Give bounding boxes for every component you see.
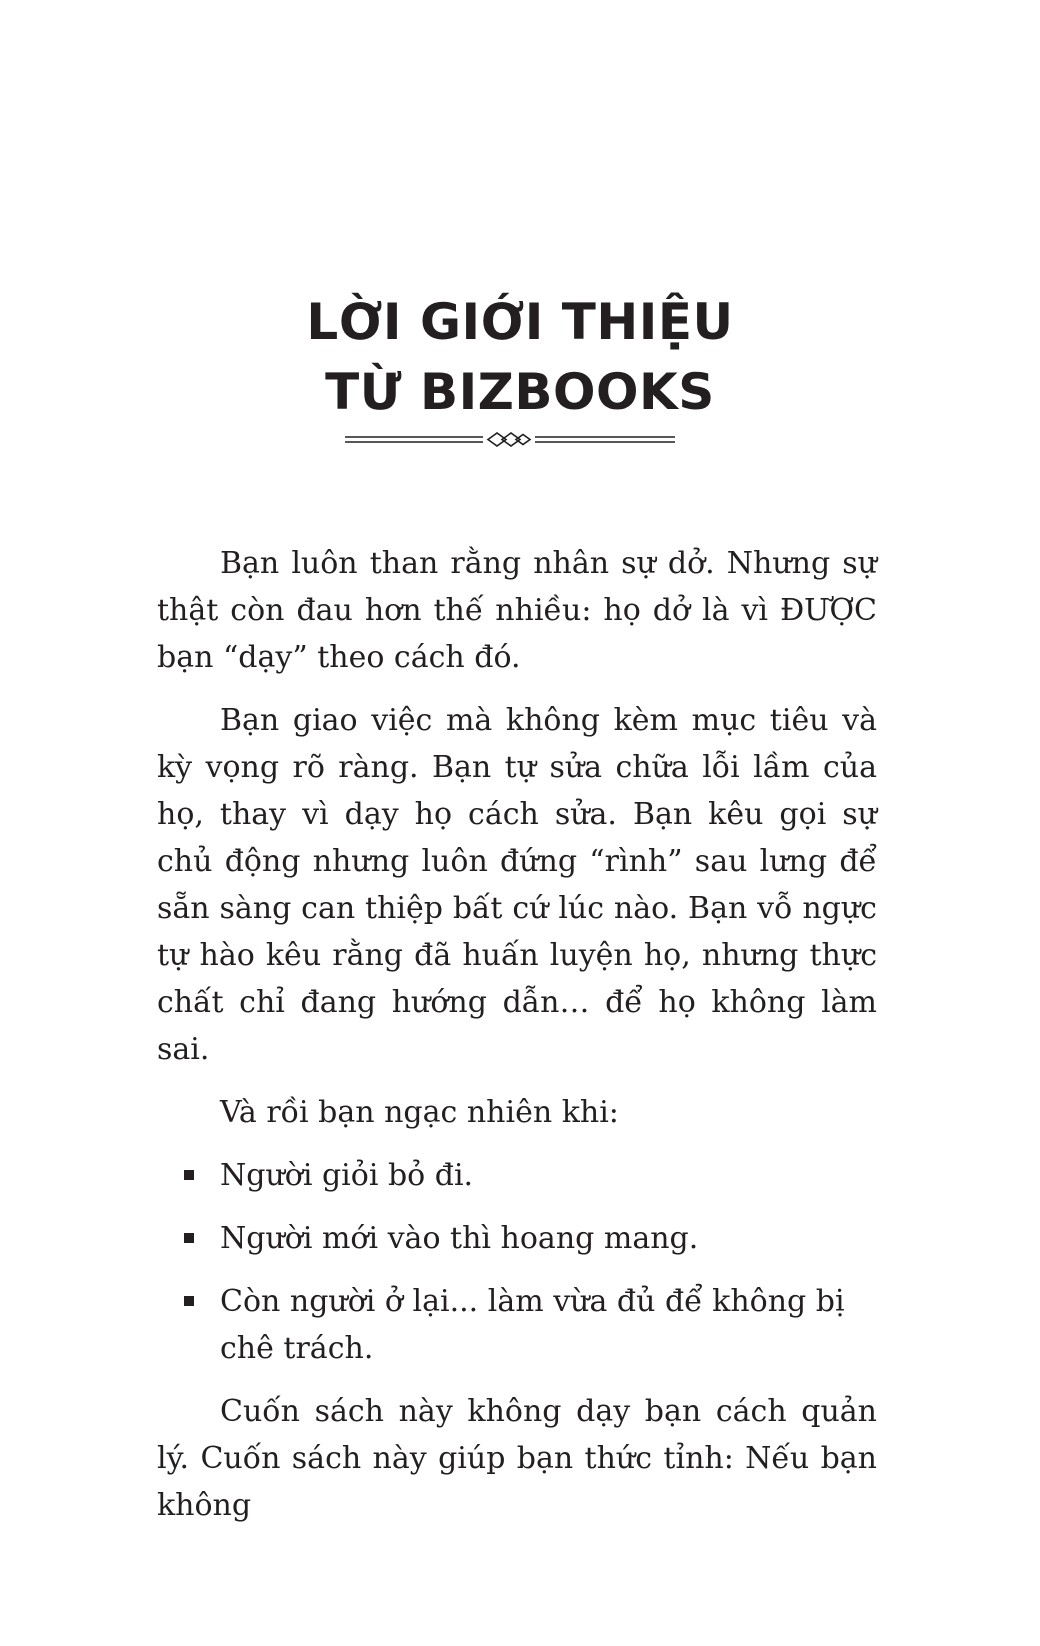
list-item-text: Còn người ở lại... làm vừa đủ để không bị chê trách. [220, 1284, 845, 1366]
paragraph-3: Và rồi bạn ngạc nhiên khi: [220, 1095, 619, 1130]
body-text [157, 540, 877, 1529]
paragraph-1: Bạn luôn than rằng nhân sự dở. Nhưng sự thật còn đau hơn thế nhiều: họ dở là vì ĐƯỢC bạn “dạy” theo cách đó. [157, 546, 877, 675]
paragraph-2: Bạn giao việc mà không kèm mục tiêu và kỳ vọng rõ ràng. Bạn tự sửa chữa lỗi lầm của họ, thay vì dạy họ cách sửa. Bạn kêu gọi sự chủ động nhưng luôn đứng “rình” sau lưng để sẵn sàng can thiệp bất cứ lúc nào. Bạn vỗ ngực tự hào kêu rằng đã huấn luyện họ, nhưng thực chất chỉ đang hướng dẫn… để họ không làm sai. [157, 703, 877, 1067]
paragraph-closing: Cuốn sách này không dạy bạn cách quản lý. Cuốn sách này giúp bạn thức tỉnh: Nếu bạn không [157, 1394, 877, 1523]
list-item-text: Người mới vào thì hoang mang. [220, 1221, 699, 1256]
list-item-text: Người giỏi bỏ đi. [220, 1158, 474, 1193]
list-item [157, 1215, 877, 1262]
list-item [157, 1278, 877, 1372]
square-bullet-icon [184, 1296, 194, 1306]
bullet-list [157, 1152, 877, 1372]
double-diamond-divider-icon [345, 430, 695, 450]
square-bullet-icon [184, 1233, 194, 1243]
list-item [157, 1152, 877, 1199]
chapter-title-line-2: TỪ BIZBOOKS [325, 363, 715, 421]
square-bullet-icon [184, 1170, 194, 1180]
chapter-title-line-1: LỜI GIỚI THIỆU [306, 293, 734, 351]
